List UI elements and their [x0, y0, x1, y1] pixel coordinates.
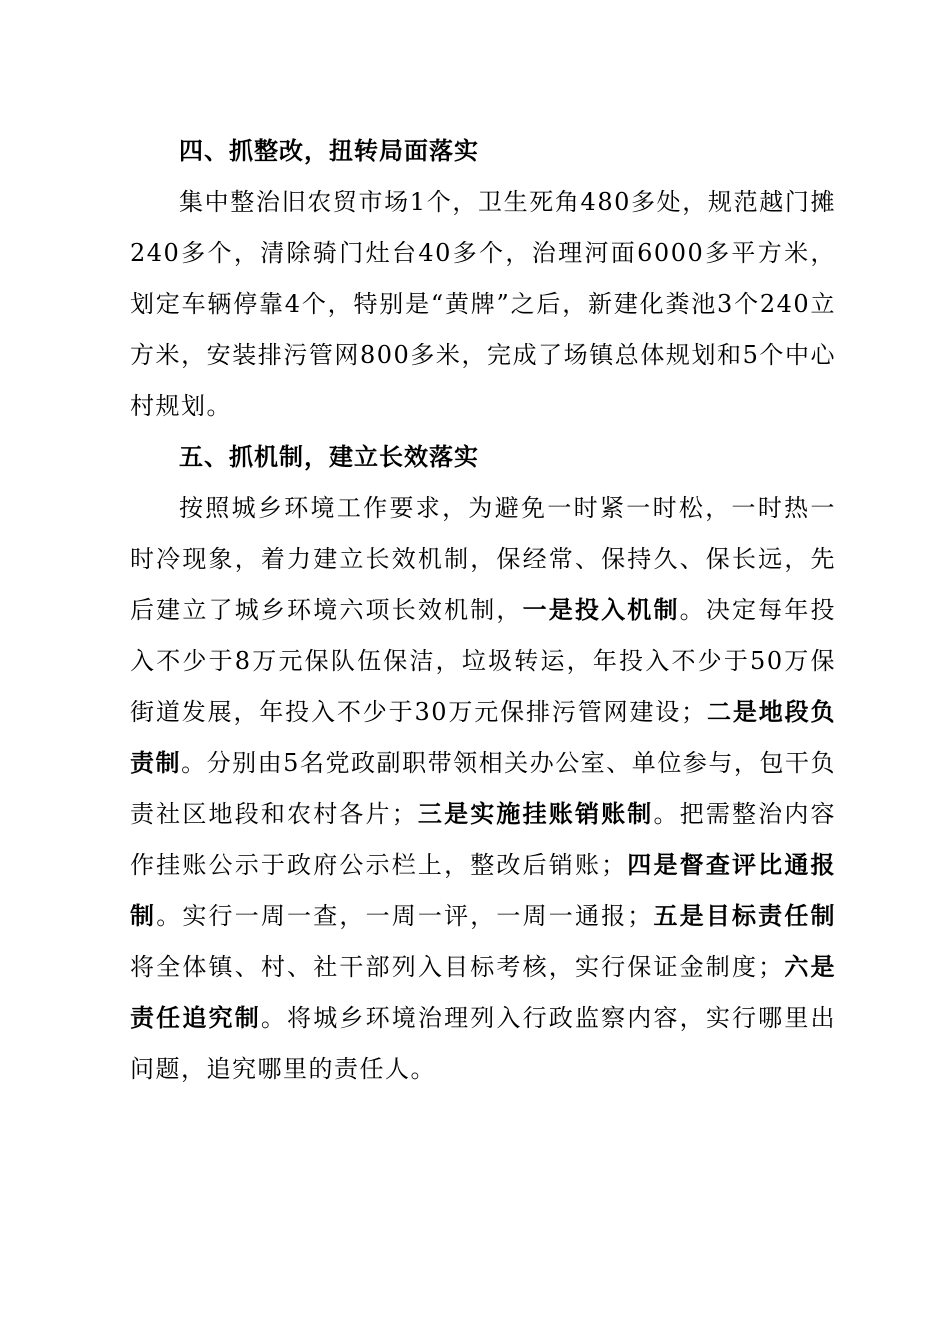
mechanism-2-title: 二是地段负责制	[130, 698, 837, 777]
mechanism-5-title: 五是目标责任制	[652, 902, 837, 930]
mechanism-1-text: 。决定每年投入不少于8万元保队伍保洁，垃圾转运，年投入不少于50万保街道发展，年投入不少于30万元保排污管网建设；	[130, 596, 837, 726]
mechanism-3-title: 三是实施挂账销账制	[417, 800, 654, 828]
mechanism-3-text: 。把需整治内容作挂账公示于政府公示栏上，整改后销账；	[130, 800, 837, 879]
mechanism-2-text: 。分别由5名党政副职带领相关办公室、单位参与，包干负责社区地段和农村各片；	[130, 749, 836, 828]
mechanism-4-title: 四是督查评比通报制	[130, 851, 837, 930]
section-5-heading: 五、抓机制，建立长效落实	[179, 443, 479, 471]
mechanism-6-title: 六是责任追究制	[130, 953, 837, 1032]
mechanism-5-text: 将全体镇、村、社干部列入目标考核，实行保证金制度；	[130, 953, 784, 981]
section-5-paragraph	[130, 483, 836, 1095]
document-body	[130, 126, 836, 1095]
section-5-intro: 按照城乡环境工作要求，为避免一时紧一时松，一时热一时冷现象，着力建立长效机制，保经常、保持久、保长远，先后建立了城乡环境六项长效机制，	[130, 494, 836, 624]
mechanism-6-text: 。将城乡环境治理列入行政监察内容，实行哪里出问题，追究哪里的责任人。	[130, 1004, 837, 1083]
mechanism-1-title: 一是投入机制	[522, 596, 680, 624]
section-4-heading: 四、抓整改，扭转局面落实	[179, 137, 479, 165]
mechanism-4-text: 。实行一周一查，一周一评，一周一通报；	[156, 902, 653, 930]
section-4-paragraph: 集中整治旧农贸市场1个，卫生死角480多处，规范越门摊240多个，清除骑门灶台40多个，治理河面6000多平方米，划定车辆停靠4个，特别是“黄牌”之后，新建化粪池3个240立方米，安装排污管网800多米，完成了场镇总体规划和5个中心村规划。	[130, 188, 836, 420]
